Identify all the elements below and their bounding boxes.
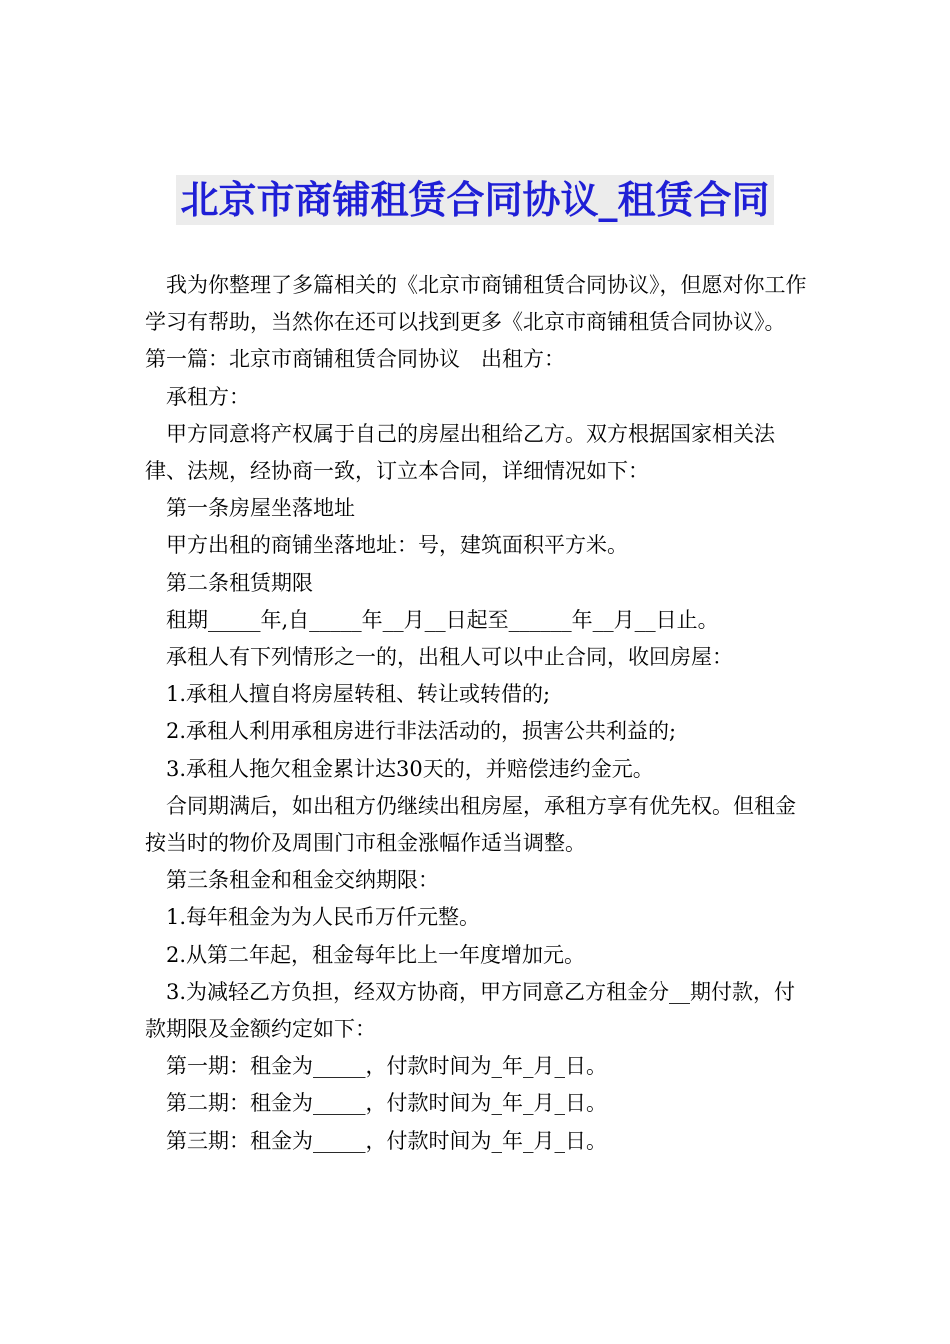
paragraph-agreement: 甲方同意将产权属于自己的房屋出租给乙方。双方根据国家相关法律、法规，经协商一致，订立本合同，详细情况如下： bbox=[145, 421, 775, 484]
list-item-sublet: 1.承租人擅自将房屋转租、转让或转借的; bbox=[166, 682, 551, 707]
paragraph-section-one-heading: 第一篇：北京市商铺租赁合同协议 出租方： bbox=[145, 347, 565, 372]
list-item-rent-increase: 2.从第二年起，租金每年比上一年度增加元。 bbox=[166, 942, 586, 967]
title-container bbox=[0, 175, 950, 225]
installment-one: 第一期：租金为_____，付款时间为_年_月_日。 bbox=[166, 1054, 607, 1079]
paragraph-article-one: 第一条房屋坐落地址 bbox=[166, 496, 355, 521]
list-item-illegal: 2.承租人利用承租房进行非法活动的，损害公共利益的; bbox=[166, 719, 677, 744]
installment-two: 第二期：租金为_____，付款时间为_年_月_日。 bbox=[166, 1091, 607, 1116]
paragraph-renewal: 合同期满后，如出租方仍继续出租房屋，承租方享有优先权。但租金按当时的物价及周围门市租金涨幅作适当调整。 bbox=[145, 793, 796, 856]
paragraph-article-two: 第二条租赁期限 bbox=[166, 570, 313, 595]
paragraph-intro: 我为你整理了多篇相关的《北京市商铺租赁合同协议》，但愿对你工作学习有帮助，当然你在还可以找到更多《北京市商铺租赁合同协议》。 bbox=[145, 273, 807, 335]
installment-three: 第三期：租金为_____，付款时间为_年_月_日。 bbox=[166, 1128, 607, 1153]
paragraph-address: 甲方出租的商铺坐落地址：号，建筑面积平方米。 bbox=[166, 533, 628, 558]
paragraph-article-three: 第三条租金和租金交纳期限： bbox=[166, 868, 439, 893]
document-title: 北京市商铺租赁合同协议_租赁合同 bbox=[176, 175, 773, 225]
paragraph-lessee: 承租方： bbox=[166, 384, 250, 409]
paragraph-lease-term: 租期_____年,自_____年__月__日起至______年__月__日止。 bbox=[166, 607, 719, 632]
list-item-annual-rent: 1.每年租金为为人民币万仟元整。 bbox=[166, 905, 481, 930]
list-item-installments: 3.为减轻乙方负担，经双方协商，甲方同意乙方租金分__期付款，付款期限及金额约定如下： bbox=[145, 979, 796, 1042]
document-body bbox=[145, 267, 810, 1160]
paragraph-termination: 承租人有下列情形之一的，出租人可以中止合同，收回房屋： bbox=[166, 645, 733, 670]
list-item-arrears: 3.承租人拖欠租金累计达30天的，并赔偿违约金元。 bbox=[166, 756, 654, 781]
